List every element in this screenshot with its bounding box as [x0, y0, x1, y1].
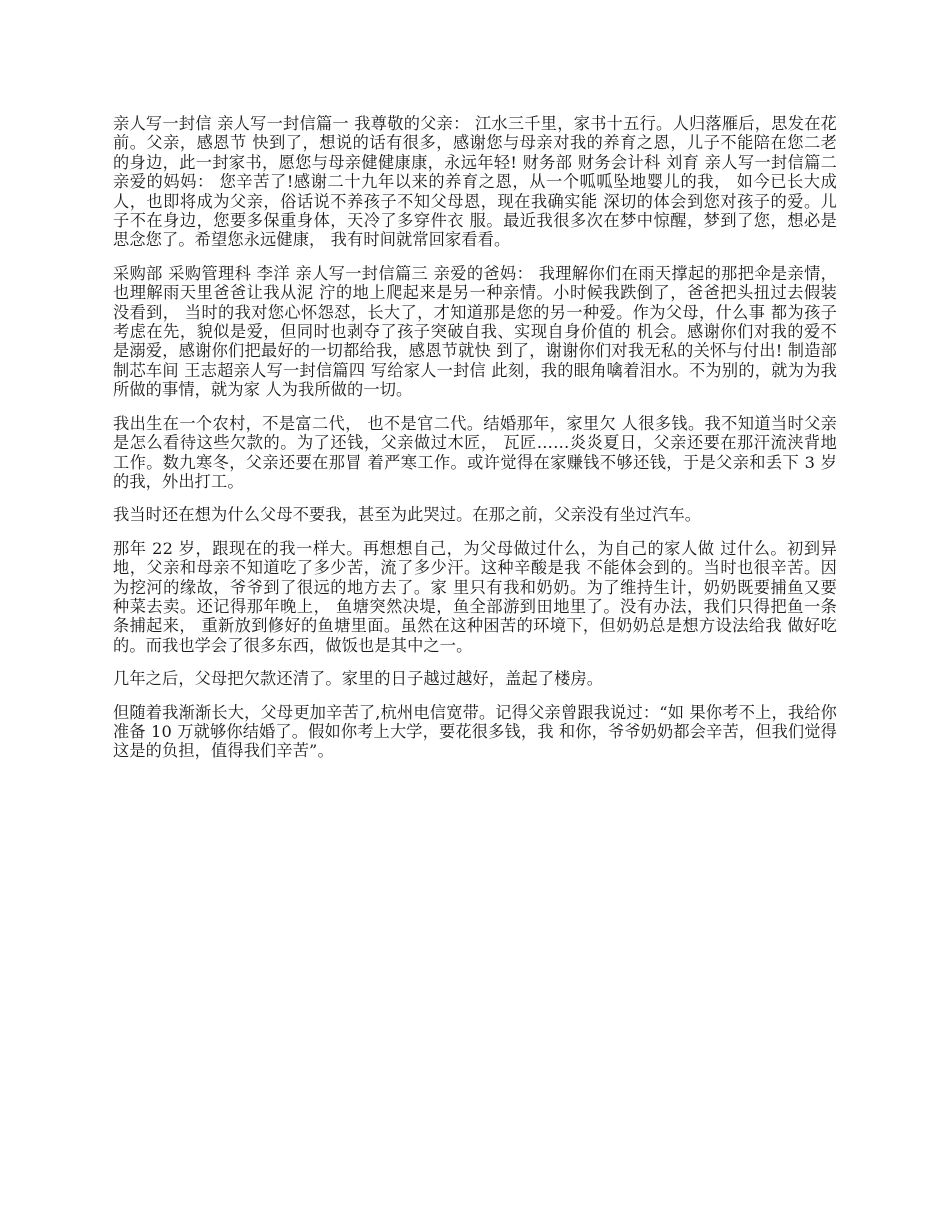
document-body	[113, 114, 837, 775]
paragraph: 亲人写一封信 亲人写一封信篇一 我尊敬的父亲： 江水三千里，家书十五行。人归落雁后，思发在花前。父亲，感恩节 快到了，想说的话有很多，感谢您与母亲对我的养育之恩，儿子不能陪在您二老 的身边，此一封家书，愿您与母亲健健康康，永远年轻! 财务部 财务会计科 刘育 亲人写一封信篇二 亲爱的妈妈： 您辛苦了!感谢二十九年以来的养育之恩，从一个呱呱坠地婴儿的我， 如今已长大成人，也即将成为父亲，俗话说不养孩子不知父母恩，现在我确实能 深切的体会到您对孩子的爱。儿子不在身边，您要多保重身体，天冷了多穿件衣 服。最近我很多次在梦中惊醒，梦到了您，想必是思念您了。希望您永远健康， 我有时间就常回家看看。	[113, 114, 837, 250]
paragraph: 但随着我渐渐长大，父母更加辛苦了,杭州电信宽带。记得父亲曾跟我说过：“如 果你考不上，我给你准备 10 万就够你结婚了。假如你考上大学，要花很多钱，我 和你，爷爷奶奶都会辛苦，但我们觉得这是的负担，值得我们辛苦”。	[113, 702, 837, 761]
paragraph: 几年之后，父母把欠款还清了。家里的日子越过越好，盖起了楼房。	[113, 669, 604, 689]
paragraph: 我当时还在想为什么父母不要我，甚至为此哭过。在那之前，父亲没有坐过汽车。	[113, 505, 702, 525]
paragraph: 采购部 采购管理科 李洋 亲人写一封信篇三 亲爱的爸妈： 我理解你们在雨天撑起的那把伞是亲情，也理解雨天里爸爸让我从泥 泞的地上爬起来是另一种亲情。小时候我跌倒了，爸爸把头扭过去假装没看到， 当时的我对您心怀怨怼，长大了，才知道那是您的另一种爱。作为父母，什么事 都为孩子考虑在先，貌似是爱，但同时也剥夺了孩子突破自我、实现自身价值的 机会。感谢你们对我的爱不是溺爱，感谢你们把最好的一切都给我，感恩节就快 到了，谢谢你们对我无私的关怀与付出! 制造部 制芯车间 王志超亲人写一封信篇四 写给家人一封信 此刻，我的眼角噙着泪水。不为别的，就为为我所做的事情，就为家 人为我所做的一切。	[113, 263, 837, 400]
paragraph: 那年 22 岁，跟现在的我一样大。再想想自己，为父母做过什么，为自己的家人做 过什么。初到异地，父亲和母亲不知道吃了多少苦，流了多少汗。这种辛酸是我 不能体会到的。当时也很辛苦。因为挖河的缘故，爷爷到了很远的地方去了。家 里只有我和奶奶。为了维持生计，奶奶既要捕鱼又要种菜去卖。还记得那年晚上， 鱼塘突然决堤，鱼全部游到田地里了。没有办法，我们只得把鱼一条条捕起来， 重新放到修好的鱼塘里面。虽然在这种困苦的环境下，但奶奶总是想方设法给我 做好吃的。而我也学会了很多东西，做饭也是其中之一。	[113, 538, 837, 655]
paragraph: 我出生在一个农村，不是富二代， 也不是官二代。结婚那年，家里欠 人很多钱。我不知道当时父亲是怎么看待这些欠款的。为了还钱，父亲做过木匠， 瓦匠……炎炎夏日，父亲还要在那汗流浃背地工作。数九寒冬，父亲还要在那冒 着严寒工作。或许觉得在家赚钱不够还钱，于是父亲和丢下 3 岁的我，外出打工。	[113, 413, 837, 491]
